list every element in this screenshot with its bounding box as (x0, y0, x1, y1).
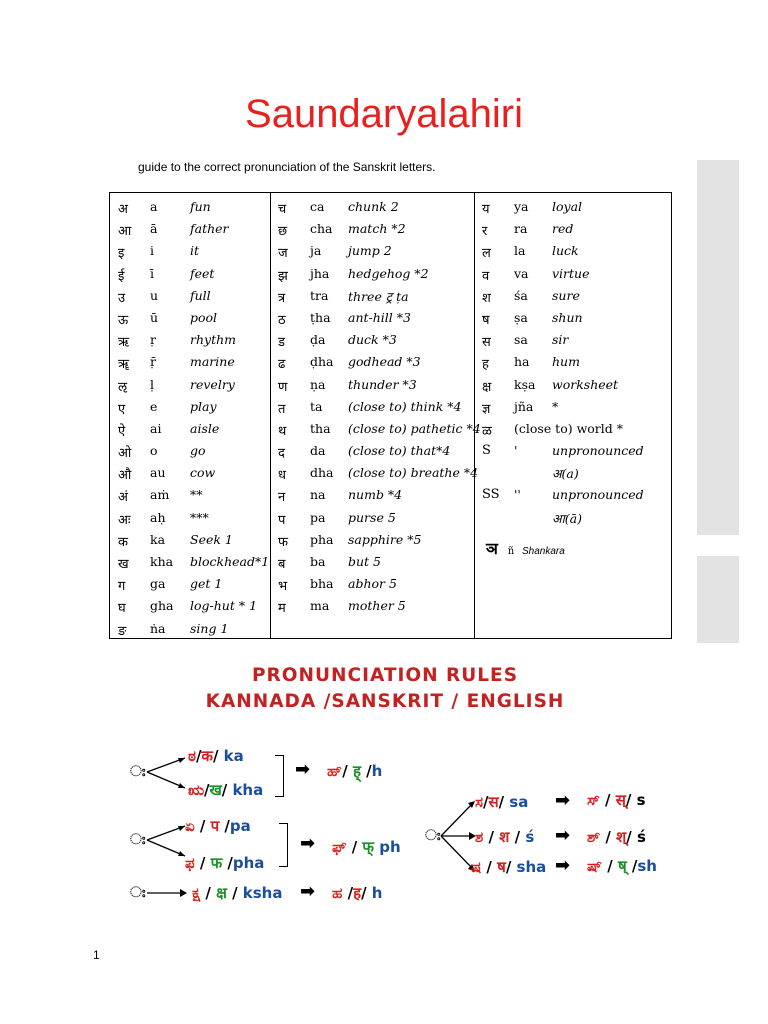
transliteration: jña (514, 398, 534, 414)
example-word: sure (552, 287, 580, 303)
rule-sh-palatal-result: ಶ್ / श्/ ś (587, 828, 646, 846)
transliteration: va (514, 265, 529, 281)
rule-ka: ಠ/क/ ka (188, 747, 244, 765)
devanagari-letter: ज्ञ (482, 401, 491, 417)
table-row (278, 463, 479, 485)
transliteration: a (150, 199, 158, 214)
devanagari-letter: अं (118, 490, 128, 506)
group-brace (275, 755, 284, 797)
example-word: log-hut * 1 (190, 598, 258, 614)
example-word: ant-hill *3 (348, 309, 411, 325)
example-word: rhythm (190, 332, 237, 348)
example-word: hum (552, 354, 580, 370)
pronunciation-table (109, 192, 672, 639)
example-word: ** (190, 487, 203, 503)
transliteration: ' (514, 443, 518, 459)
transliteration: ya (514, 199, 529, 214)
devanagari-letter: ऊ (118, 312, 129, 328)
example-word: go (190, 443, 206, 459)
transliteration: sa (514, 332, 528, 348)
devanagari-letter: ॠ (118, 357, 130, 373)
devanagari-letter: फ (278, 534, 289, 550)
example-word: *** (190, 509, 209, 525)
example-word: sing 1 (190, 620, 229, 636)
table-row (118, 596, 268, 618)
example-word: (close to) that*4 (348, 443, 451, 459)
transliteration: pa (310, 509, 326, 525)
result-arrow: ➡ (555, 855, 571, 876)
transliteration: tha (310, 420, 331, 436)
table-row (482, 286, 668, 308)
transliteration: jha (310, 265, 330, 281)
example-word: play (190, 398, 217, 414)
example-word: but 5 (348, 554, 382, 569)
branch-arrows (145, 750, 190, 795)
consonants-column (278, 197, 481, 619)
scan-edge (697, 556, 739, 643)
devanagari-letter: आ (118, 224, 132, 240)
table-row (482, 463, 668, 485)
transliteration: da (310, 443, 326, 459)
table-row (118, 508, 268, 530)
table-row (482, 375, 668, 397)
table-row (118, 375, 268, 397)
table-row (278, 264, 472, 286)
table-row (118, 552, 268, 574)
result-arrow: ➡ (300, 881, 316, 902)
transliteration: ṅa (150, 620, 166, 636)
transliteration: e (150, 398, 158, 414)
example-word: get 1 (190, 576, 223, 592)
table-row (118, 485, 268, 507)
devanagari-letter: प (278, 512, 286, 528)
example-word: numb *4 (348, 487, 403, 503)
page-number: 1 (93, 948, 100, 962)
devanagari-letter: ज (278, 246, 288, 262)
devanagari-letter: य (482, 202, 490, 217)
example-word: red (552, 221, 574, 237)
devanagari-letter: क (118, 534, 128, 550)
example-word: sir (552, 332, 569, 348)
transliteration: ta (310, 398, 323, 414)
table-row (482, 219, 668, 241)
transliteration: ja (310, 243, 322, 259)
table-row (482, 197, 668, 219)
devanagari-letter: न (278, 490, 286, 506)
group-brace (279, 823, 288, 867)
example-word: virtue (552, 265, 590, 281)
rule-h-result-2: ಹ /ह/ h (332, 884, 383, 902)
transliteration: u (150, 287, 159, 303)
table-row (278, 197, 472, 219)
devanagari-letter: औ (118, 468, 132, 484)
visarga-bullet: ಃ (425, 826, 441, 844)
example-word: unpronounced (552, 487, 644, 503)
devanagari-letter: च (278, 202, 287, 217)
table-row (278, 352, 472, 374)
transliteration: ka (150, 531, 166, 547)
table-row (118, 441, 268, 463)
example-word: marine (190, 354, 235, 370)
devanagari-letter: र (482, 224, 488, 240)
rule-sh-result: ಷ್ / ष् /sh (587, 857, 657, 875)
devanagari-letter: ण (278, 379, 288, 395)
result-arrow: ➡ (555, 790, 571, 811)
example-word: father (190, 221, 229, 237)
example-word: three ट्र ṭa (348, 288, 409, 304)
example-word: worksheet (552, 376, 619, 392)
devanagari-letter: ध (278, 468, 286, 484)
table-row (482, 397, 668, 419)
transliteration: ha (514, 354, 530, 370)
transliteration: ḍa (310, 332, 326, 348)
devanagari-letter: त्र (278, 290, 286, 306)
shankara-translit: ñ (507, 546, 515, 557)
rule-pa: ಏ / प /pa (185, 817, 251, 835)
devanagari-letter: ठ (278, 312, 286, 328)
example-word: feet (190, 265, 215, 281)
table-row (118, 530, 268, 552)
devanagari-letter: भ (278, 579, 288, 595)
transliteration: i (150, 243, 154, 259)
example-word: hedgehog *2 (348, 265, 429, 281)
table-row (118, 219, 268, 241)
transliteration: ṛ (150, 332, 156, 348)
pronunciation-table-image (95, 158, 675, 640)
table-row (278, 375, 472, 397)
visarga-bullet: ಃ (130, 762, 146, 780)
devanagari-letter: ऐ (118, 423, 126, 439)
table-row (482, 308, 668, 330)
table-row (118, 286, 268, 308)
example-word: * (552, 398, 559, 414)
example-word: आ(ā) (552, 510, 582, 526)
example-word: luck (552, 243, 579, 259)
devanagari-letter: स (482, 335, 491, 351)
transliteration: ū (150, 309, 159, 325)
table-row (118, 352, 268, 374)
transliteration: ṭha (310, 309, 331, 325)
example-word: अ(a) (552, 466, 579, 482)
table-row (482, 419, 668, 441)
devanagari-letter: ख (118, 557, 129, 572)
column-divider (474, 193, 475, 638)
devanagari-letter: त (278, 401, 286, 417)
table-row (278, 485, 472, 507)
transliteration: kṣa (514, 376, 536, 392)
devanagari-letter: श (482, 290, 491, 306)
example-word: purse 5 (348, 509, 396, 525)
rule-s-result: ಸ್ / स्/ s (587, 791, 646, 809)
transliteration: ā (150, 221, 158, 237)
example-word: pool (190, 309, 218, 325)
rule-kha: ಋ/ख/ kha (188, 781, 264, 799)
table-row (278, 508, 472, 530)
scan-edge (697, 160, 739, 535)
rule-pha: ಫ / फ /pha (185, 854, 265, 872)
example-word: full (190, 287, 211, 303)
transliteration: ḷ (150, 376, 154, 392)
transliteration: ṇa (310, 376, 326, 392)
table-row (278, 574, 472, 596)
example-word: thunder *3 (348, 376, 417, 392)
example-word: revelry (190, 376, 235, 392)
column-divider (270, 193, 271, 638)
table-row (118, 330, 268, 352)
transliteration: ḍha (310, 354, 334, 370)
devanagari-letter: ळ (482, 423, 492, 439)
transliteration: '' (514, 487, 521, 503)
table-row (118, 264, 268, 286)
example-word: aisle (190, 420, 220, 436)
example-word: match *2 (348, 221, 406, 237)
example-word: fun (190, 199, 211, 214)
devanagari-letter: SS (482, 487, 500, 503)
shankara-note (486, 537, 565, 559)
table-row (118, 574, 268, 596)
devanagari-letter: ल (482, 246, 491, 262)
devanagari-letter: ओ (118, 446, 132, 462)
table-row (118, 463, 268, 485)
example-word: it (190, 243, 200, 259)
devanagari-letter: अः (118, 512, 131, 528)
devanagari-letter: ड (278, 335, 285, 351)
devanagari-letter: ढ (278, 357, 286, 373)
rule-ph-result: ಫ್ / फ् ph (332, 838, 401, 856)
transliteration: pha (310, 531, 334, 547)
transliteration: aṁ (150, 487, 170, 503)
transliteration: au (150, 465, 166, 481)
table-row (278, 241, 472, 263)
example-word: jump 2 (348, 243, 392, 259)
example-word: (close to) think *4 (348, 398, 462, 414)
devanagari-letter: उ (118, 290, 126, 306)
devanagari-letter: ब (278, 557, 286, 572)
example-word: (close to) pathetic *4 (348, 420, 481, 436)
example-word: duck *3 (348, 332, 397, 348)
devanagari-letter: छ (278, 224, 288, 240)
transliteration: (close to) world * (514, 420, 624, 436)
transliteration: ṝ (150, 354, 156, 370)
rule-ksha: ಕ್ಷ / क्ष / ksha (192, 884, 283, 902)
transliteration: ī (150, 265, 154, 281)
transliteration: ṣa (514, 309, 528, 325)
table-row (278, 441, 472, 463)
example-word: blockhead*1 (190, 554, 270, 569)
branch-arrows (145, 818, 190, 863)
table-row (118, 619, 268, 641)
visarga-bullet: ಃ (130, 830, 146, 848)
devanagari-letter: ऋ (118, 335, 130, 351)
example-word: godhead *3 (348, 354, 421, 370)
example-word: mother 5 (348, 598, 406, 614)
devanagari-letter: क्ष (482, 379, 492, 395)
table-row (278, 419, 481, 441)
example-word: Seek 1 (190, 531, 233, 547)
table-row (118, 419, 268, 441)
transliteration: kha (150, 554, 174, 569)
transliteration: tra (310, 287, 329, 303)
table-row (278, 596, 472, 618)
rule-sa: ಸ/स/ sa (475, 793, 529, 811)
devanagari-letter: म (278, 601, 286, 617)
transliteration: śa (514, 287, 528, 303)
table-row (482, 485, 668, 507)
semivowels-column (482, 197, 668, 530)
shankara-letter: ञ (486, 539, 498, 558)
devanagari-letter: थ (278, 423, 287, 439)
devanagari-letter: द (278, 446, 285, 462)
devanagari-letter: अ (118, 202, 128, 217)
devanagari-letter: ऌ (118, 379, 128, 395)
devanagari-letter: ह (482, 357, 489, 373)
transliteration: ba (310, 554, 326, 569)
example-word: sapphire *5 (348, 531, 422, 547)
transliteration: o (150, 443, 158, 459)
example-word: loyal (552, 199, 583, 214)
rule-h-result: ಹ್/ ह् /h (327, 762, 383, 780)
table-row (278, 330, 472, 352)
table-row (118, 197, 268, 219)
example-word: chunk 2 (348, 199, 399, 214)
table-row (278, 308, 472, 330)
devanagari-letter: इ (118, 246, 125, 262)
table-row (278, 397, 472, 419)
devanagari-letter: घ (118, 601, 126, 617)
table-row (482, 264, 668, 286)
rule-sha-retroflex: ಷ / ष/ sha (471, 858, 547, 876)
vowels-column (118, 197, 268, 641)
transliteration: na (310, 487, 326, 503)
page-title: Saundaryalahiri (245, 92, 523, 136)
devanagari-letter: व (482, 268, 490, 284)
example-word: abhor 5 (348, 576, 397, 592)
transliteration: bha (310, 576, 334, 592)
table-row (482, 441, 668, 463)
table-row (278, 530, 472, 552)
transliteration: ai (150, 420, 162, 436)
transliteration: ga (150, 576, 166, 592)
table-row (278, 219, 472, 241)
transliteration: gha (150, 598, 174, 614)
example-word: unpronounced (552, 443, 644, 459)
example-word: (close to) breathe *4 (348, 465, 479, 481)
rules-subtitle: KANNADA /SANSKRIT / ENGLISH (205, 691, 565, 712)
devanagari-letter: ङ (118, 623, 127, 639)
table-intro: guide to the correct pronunciation of the Sanskrit letters. (138, 160, 436, 174)
result-arrow: ➡ (300, 833, 316, 854)
devanagari-letter: ए (118, 401, 126, 417)
table-row (482, 508, 668, 530)
devanagari-letter: झ (278, 268, 288, 284)
example-word: cow (190, 465, 216, 481)
transliteration: dha (310, 465, 334, 481)
transliteration: la (514, 243, 526, 259)
table-row (482, 241, 668, 263)
table-row (482, 330, 668, 352)
devanagari-letter: ष (482, 312, 490, 328)
visarga-bullet: ಃ (130, 883, 146, 901)
example-word: shun (552, 309, 583, 325)
shankara-word: Shankara (521, 546, 565, 557)
table-row (482, 352, 668, 374)
devanagari-letter: ग (118, 579, 126, 595)
branch-arrow (145, 885, 190, 901)
transliteration: ra (514, 221, 528, 237)
table-row (118, 397, 268, 419)
pronunciation-rules-image (95, 645, 675, 935)
transliteration: cha (310, 221, 333, 237)
rule-sha-palatal: ಶ / श / ś (475, 828, 535, 846)
devanagari-letter: ई (118, 268, 125, 284)
table-row (118, 241, 268, 263)
table-row (118, 308, 268, 330)
transliteration: ma (310, 598, 330, 614)
transliteration: ca (310, 199, 325, 214)
result-arrow: ➡ (555, 825, 571, 846)
table-row (278, 552, 472, 574)
devanagari-letter: S (482, 443, 491, 459)
table-row (278, 286, 472, 308)
rules-title: PRONUNCIATION RULES (251, 665, 519, 686)
result-arrow: ➡ (295, 759, 311, 780)
transliteration: aḥ (150, 509, 166, 525)
